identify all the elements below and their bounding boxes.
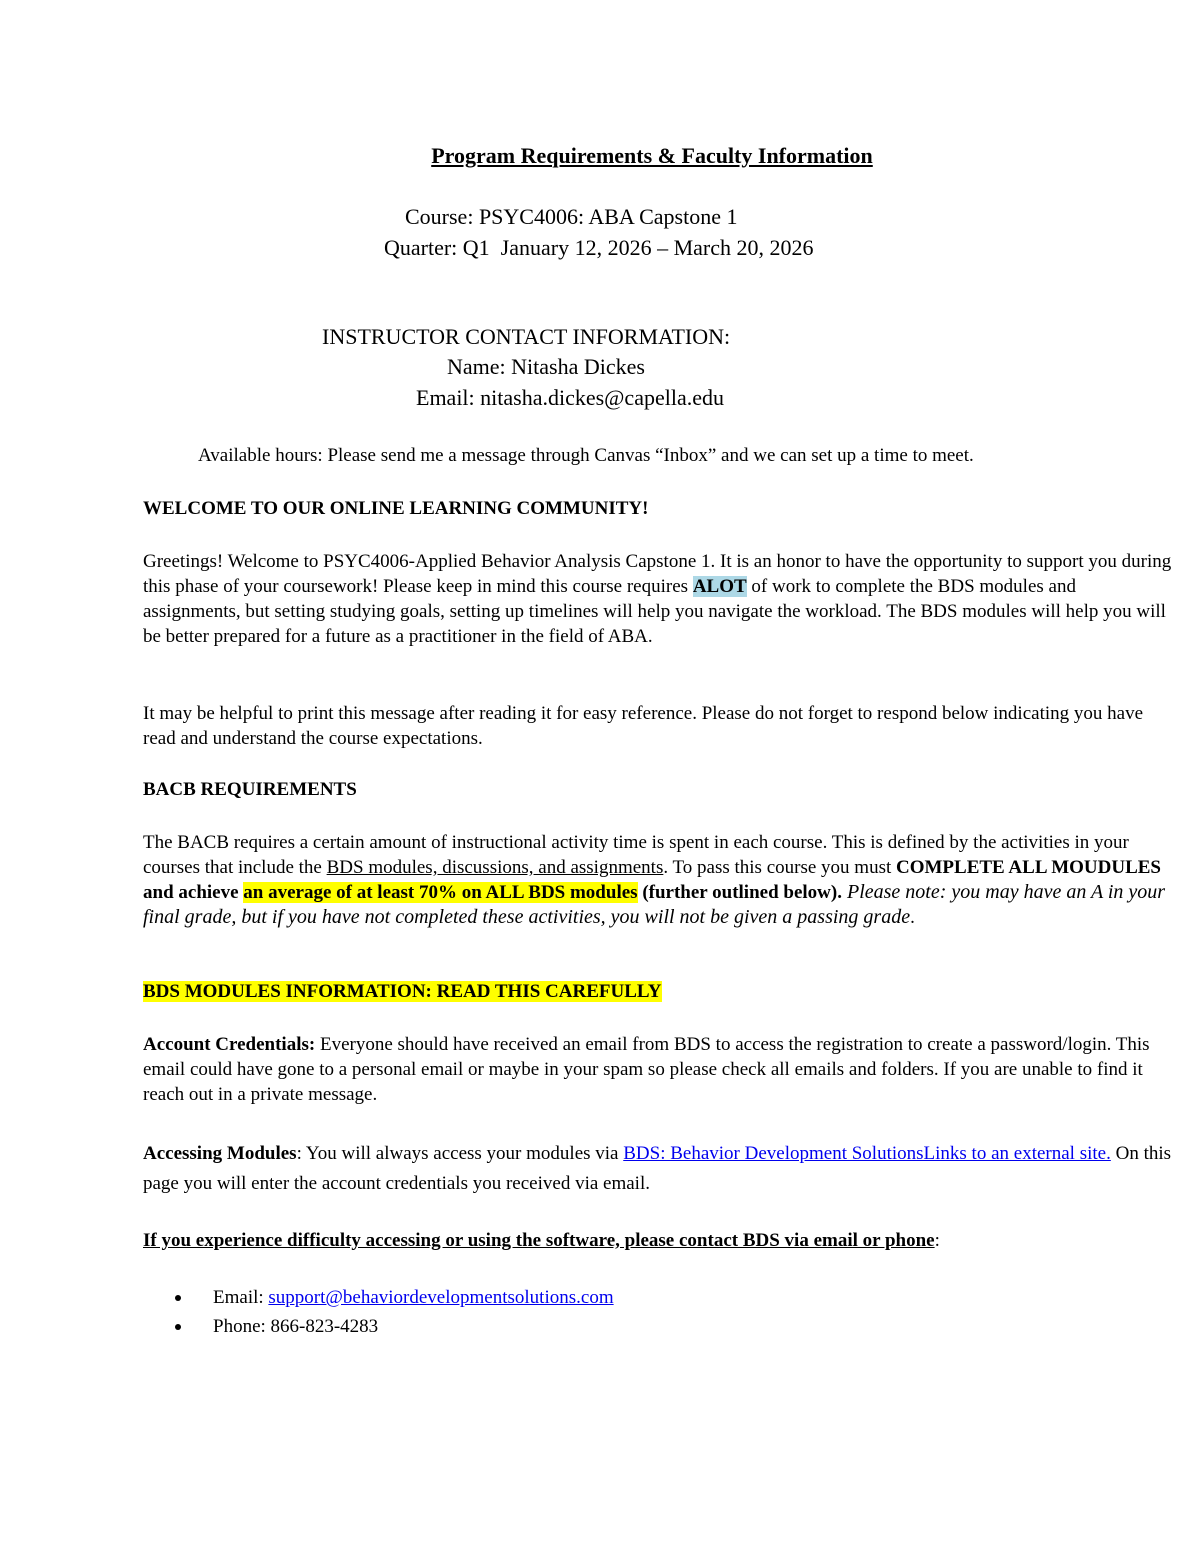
phone-text: Phone: 866-823-4283 (213, 1316, 379, 1337)
support-email-link[interactable]: support@behaviordevelopmentsolutions.com (268, 1287, 614, 1308)
bds-heading-text: BDS MODULES INFORMATION: READ THIS CAREFULLY (143, 981, 662, 1002)
quarter-line: Quarter: Q1 January 12, 2026 – March 20, 2026 (384, 235, 814, 260)
bds-website-link[interactable]: BDS: Behavior Development SolutionsLinks to an external site. (623, 1143, 1111, 1164)
email-label: Email: (213, 1287, 269, 1308)
page-title: Program Requirements & Faculty Information (431, 143, 873, 168)
instructor-name: Name: Nitasha Dickes (447, 354, 645, 379)
bacb-italic-note: Please note: you may have an A in your final grade, but if you have not completed these activities, you will not be given a passing grade (143, 881, 1166, 928)
instructor-email: Email: nitasha.dickes@capella.edu (416, 385, 724, 410)
accessing-label: Accessing Modules (143, 1143, 297, 1164)
accessing-paragraph (143, 1139, 1173, 1199)
bacb-bold-1: COMPLETE ALL MOUDULES and achieve (143, 857, 1161, 903)
bacb-text-b: . To pass this course you must (663, 857, 896, 878)
bacb-heading: BACB REQUIREMENTS (143, 779, 357, 800)
welcome-heading: WELCOME TO OUR ONLINE LEARNING COMMUNITY! (143, 498, 649, 519)
alot-highlight: ALOT (692, 576, 747, 597)
welcome-paragraph (143, 549, 1173, 649)
welcome-text-a: Greetings! Welcome to PSYC4006-Applied Behavior Analysis Capstone 1. It is an honor to have the opportunity to support you during this phase of your coursework! Please keep in mind this course requires (143, 551, 1172, 597)
accessing-text-b: On this page you will enter the account credentials you received via email. (143, 1143, 1172, 1194)
difficulty-line (143, 1230, 940, 1252)
bacb-end: . (910, 907, 915, 928)
bds-heading (143, 981, 662, 1003)
bacb-highlight: an average of at least 70% on ALL BDS modules (243, 882, 638, 903)
bacb-text-a: The BACB requires a certain amount of instructional activity time is spent in each course. This is defined by the activities in your courses that include the (143, 832, 1129, 878)
bullet-icon (175, 1295, 181, 1301)
bacb-bold-2: (further outlined below). (637, 882, 842, 903)
difficulty-text: If you experience difficulty accessing or using the software, please contact BDS via email or phone (143, 1230, 935, 1251)
difficulty-colon: : (934, 1230, 940, 1251)
course-line: Course: PSYC4006: ABA Capstone 1 (405, 204, 738, 229)
list-item-email (165, 1283, 614, 1312)
print-reminder-paragraph: It may be helpful to print this message after reading it for easy reference. Please do not forget to respond below indicating you have read and understand the course expectations. (143, 703, 1143, 749)
bacb-paragraph (143, 830, 1173, 930)
bacb-underline: BDS modules, discussions, and assignments (326, 857, 664, 878)
credentials-text: Everyone should have received an email from BDS to access the registration to create a password/login. This email could have gone to a personal email or maybe in your spam so please check all emails and folders. If you are unable to find it reach out in a private message. (143, 1034, 1150, 1105)
list-item-phone (165, 1312, 614, 1341)
available-hours: Available hours: Please send me a message through Canvas “Inbox” and we can set up a time to meet. (198, 445, 974, 466)
bullet-icon (175, 1324, 181, 1330)
instructor-heading: INSTRUCTOR CONTACT INFORMATION: (322, 324, 731, 349)
credentials-label: Account Credentials: (143, 1034, 316, 1055)
welcome-text-b: of work to complete the BDS modules and assignments, but setting studying goals, setting up timelines will help you navigate the workload. The BDS modules will help you will be better prepared for a future as a practitioner in the field of ABA. (143, 576, 1166, 647)
credentials-paragraph (143, 1032, 1173, 1107)
contact-list (165, 1283, 614, 1341)
accessing-text-a: : You will always access your modules via (296, 1143, 624, 1164)
